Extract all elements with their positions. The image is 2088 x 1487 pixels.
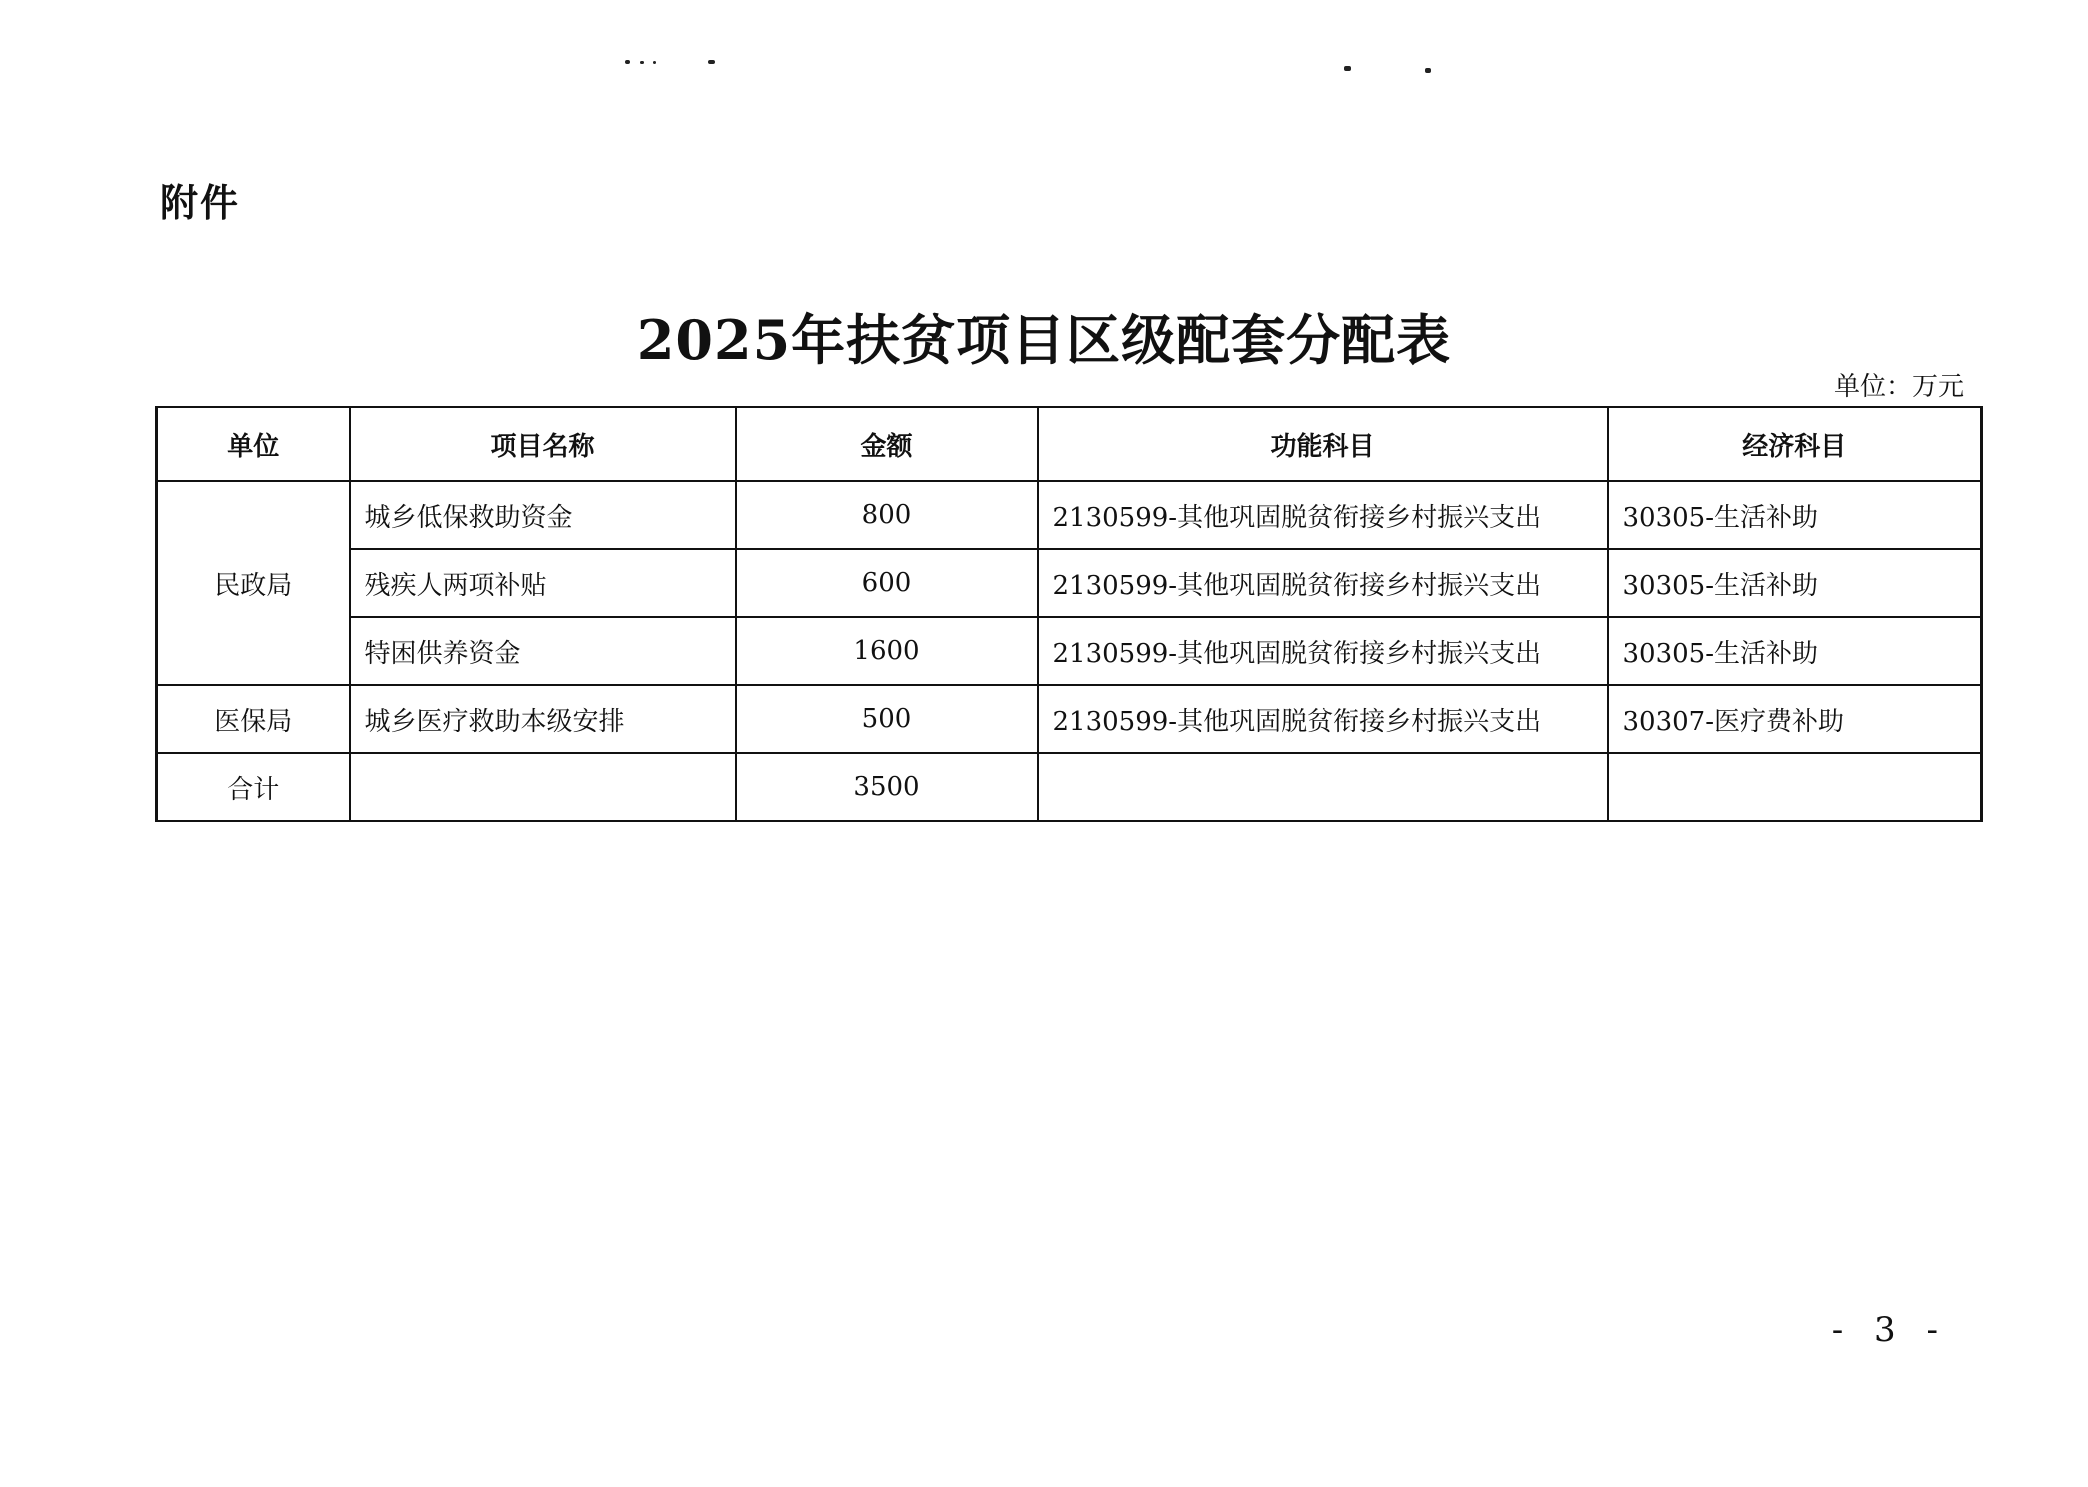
function-subject-cell: 2130599-其他巩固脱贫衔接乡村振兴支出: [1038, 685, 1608, 753]
column-header-economic-subject: 经济科目: [1608, 407, 1982, 481]
page-number: - 3 -: [1831, 1310, 1948, 1350]
total-project-cell: [350, 753, 736, 821]
column-header-project: 项目名称: [350, 407, 736, 481]
function-subject-cell: 2130599-其他巩固脱贫衔接乡村振兴支出: [1038, 481, 1608, 549]
column-header-amount: 金额: [736, 407, 1038, 481]
function-subject-cell: 2130599-其他巩固脱贫衔接乡村振兴支出: [1038, 617, 1608, 685]
document-title: 2025年扶贫项目区级配套分配表: [636, 308, 1452, 372]
table-row: [157, 617, 1982, 685]
total-amount-cell: 3500: [736, 753, 1038, 821]
amount-cell: 500: [736, 685, 1038, 753]
project-cell: 残疾人两项补贴: [350, 549, 736, 617]
economic-subject-cell: 30307-医疗费补助: [1608, 685, 1982, 753]
table-total-row: [157, 753, 1982, 821]
scan-mark: [640, 61, 644, 64]
function-subject-cell: 2130599-其他巩固脱贫衔接乡村振兴支出: [1038, 549, 1608, 617]
table-row: [157, 549, 1982, 617]
column-header-unit: 单位: [157, 407, 350, 481]
amount-cell: 1600: [736, 617, 1038, 685]
total-economic-subject-cell: [1608, 753, 1982, 821]
project-cell: 城乡医疗救助本级安排: [350, 685, 736, 753]
scan-mark: [1425, 68, 1431, 73]
table-row: [157, 481, 1982, 549]
scan-mark: [653, 61, 656, 64]
unit-cell: 民政局: [157, 481, 350, 685]
column-header-function-subject: 功能科目: [1038, 407, 1608, 481]
economic-subject-cell: 30305-生活补助: [1608, 617, 1982, 685]
amount-cell: 600: [736, 549, 1038, 617]
table-header-row: [157, 407, 1982, 481]
allocation-table: [155, 406, 1983, 822]
project-cell: 特困供养资金: [350, 617, 736, 685]
project-cell: 城乡低保救助资金: [350, 481, 736, 549]
unit-label: 单位：万元: [1833, 372, 1964, 402]
total-function-subject-cell: [1038, 753, 1608, 821]
total-label-cell: 合计: [157, 753, 350, 821]
economic-subject-cell: 30305-生活补助: [1608, 549, 1982, 617]
economic-subject-cell: 30305-生活补助: [1608, 481, 1982, 549]
scan-mark: [708, 60, 715, 64]
amount-cell: 800: [736, 481, 1038, 549]
scan-mark: [1344, 66, 1351, 71]
unit-cell: 医保局: [157, 685, 350, 753]
table-row: [157, 685, 1982, 753]
scan-mark: [625, 60, 630, 64]
attachment-label: 附件: [160, 181, 241, 225]
